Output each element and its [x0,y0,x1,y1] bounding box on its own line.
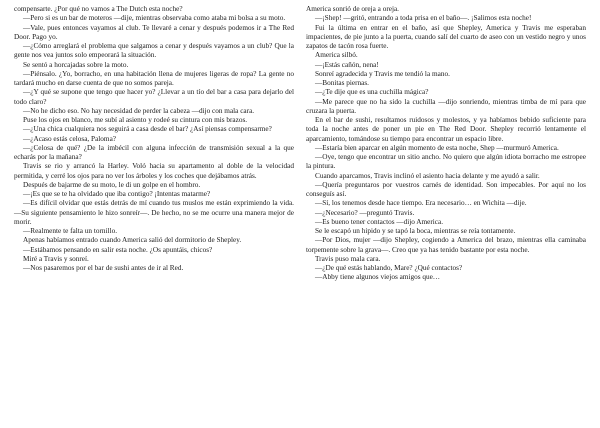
paragraph: —¿Acaso estás celosa, Paloma? [23,134,117,143]
paragraph: —¿Celosa de qué? ¿De la imbécil con alguna infección de transmisión sexual a la que echarás por la mañana? [14,143,294,161]
paragraph: —¿Necesario? —preguntó Travis. [315,208,415,217]
paragraph: En el bar de sushi, resultamos ruidosos y molestos, y ya habíamos bebido suficiente para toda la noche antes de poner un pie en The Red Door. Shepley recorrió lentamente el aparcamiento, tomándose su tiempo para encontrar un espacio libre. [306,116,586,143]
paragraph: —Bonitas piernas. [315,79,369,87]
paragraph: Travis puso mala cara. [315,254,381,263]
paragraph: —¿Cómo arreglará el problema que salgamos a cenar y después vayamos a un club? Que la gente nos vea juntos solo empeorará la situación. [14,42,294,60]
paragraph: —Pero si es un bar de moteros —dije, mientras observaba como ataba mi bolsa a su moto. [23,14,286,23]
paragraph: Cuando aparcamos, Travis inclinó el asiento hacia delante y me ayudó a salir. [315,171,540,180]
paragraph: —¡Estás cañón, nena! [315,60,379,69]
paragraph: —¡Shep! —gritó, entrando a toda prisa en el baño—. ¡Salimos esta noche! [315,14,532,23]
left-page [14,5,294,428]
paragraph: —Estábamos pensando en salir esta noche. ¿Os apuntáis, chicos? [23,245,213,254]
paragraph: —Abby tiene algunos viejos amigos que… [315,273,441,282]
paragraph: Puse los ojos en blanco, me subí al asiento y rodeé su cintura con mis brazos. [23,116,248,124]
right-page [306,5,586,428]
paragraph: —¿Te dije que es una cuchilla mágica? [315,88,429,97]
paragraph: —Estaría bien aparcar en algún momento de esta noche, Shep —murmuró America. [315,143,559,152]
paragraph: —Oye, tengo que encontrar un sitio ancho. No quiero que algún idiota borracho me estropee la pintura. [306,153,586,171]
paragraph: —¿Una chica cualquiera nos seguirá a casa desde el bar? ¿Así piensas compensarme? [23,125,272,134]
paragraph: Después de bajarme de su moto, le di un golpe en el hombro. [23,180,201,189]
paragraph: —¿De qué estás hablando, Mare? ¿Qué contactos? [315,264,463,272]
paragraph: —Nos pasaremos por el bar de sushi antes de ir al Red. [23,264,184,272]
paragraph: —Me parece que no ha sido la cuchilla —dijo sonriendo, mientras timba de mí para que cruzara la puerta. [306,97,586,115]
paragraph: —¿Y qué se supone que tengo que hacer yo? ¿Llevar a un tío del bar a casa para dejarlo del todo claro? [14,88,294,106]
paragraph: —No he dicho eso. No hay necesidad de perder la cabeza —dijo con mala cara. [23,106,255,115]
paragraph: —Sí, los tenemos desde hace tiempo. Era necesario… en Wichita —dije. [315,199,527,208]
paragraph: America sonrió de oreja a oreja. [306,5,399,13]
paragraph: Se sentó a horcajadas sobre la moto. [23,60,129,69]
paragraph: —¡Es que se te ha olvidado que iba contigo? ¡Intentas matarme? [23,190,211,198]
paragraph: —Quería preguntaros por vuestros carnés de identidad. Son impecables. Por aquí no los conseguís así. [306,180,586,198]
paragraph: —Es bueno tener contactos —dijo America. [315,217,444,226]
paragraph: Fui la última en entrar en el baño, así que Shepley, America y Travis me esperaban impacientes, de pie junto a la puerta, cuando salí del cuarto de aseo con un vestido negro y unos zapatos de tacón rosa fuerte. [306,23,586,50]
paragraph: Se le escapó un hipido y se tapó la boca, mientras se reía tontamente. [315,227,516,235]
paragraph: America silbó. [315,51,358,60]
paragraph: compensarte. ¿Por qué no vamos a The Dutch esta noche? [14,5,183,13]
paragraph: Sonreí agradecida y Travis me tendió la mano. [315,69,450,78]
paragraph: —Es difícil olvidar que estás detrás de mí cuando tus muslos me están exprimiendo la vida. —Su siguiente pensamiento le hizo sonreír—. De hecho, no se me ocurre una manera mejor de morir. [14,199,294,226]
paragraph: —Piénsalo. ¿Yo, borracho, en una habitación llena de mujeres ligeras de ropa? La gente no tardará mucho en darse cuenta de que no somos pareja. [14,69,294,87]
paragraph: Apenas habíamos entrado cuando America salió del dormitorio de Shepley. [23,236,242,245]
paragraph: Travis se rio y arrancó la Harley. Voló hacia su apartamento al doble de la velocidad permitida, y cerré los ojos para no ver los árboles y los coches que dejábamos atrás. [14,162,294,180]
paragraph: —Por Dios, mujer —dijo Shepley, cogiendo a America del brazo, mientras ella caminaba torpemente sobre la grava—. Creo que ya has tenido bastante por esta noche. [306,236,586,254]
paragraph: —Realmente te falta un tornillo. [23,227,118,235]
paragraph: Miré a Travis y sonreí. [23,254,89,263]
paragraph: —Vale, pues entonces vayamos al club. Te llevaré a cenar y después podemos ir a The Red Door. Pago yo. [14,23,294,41]
